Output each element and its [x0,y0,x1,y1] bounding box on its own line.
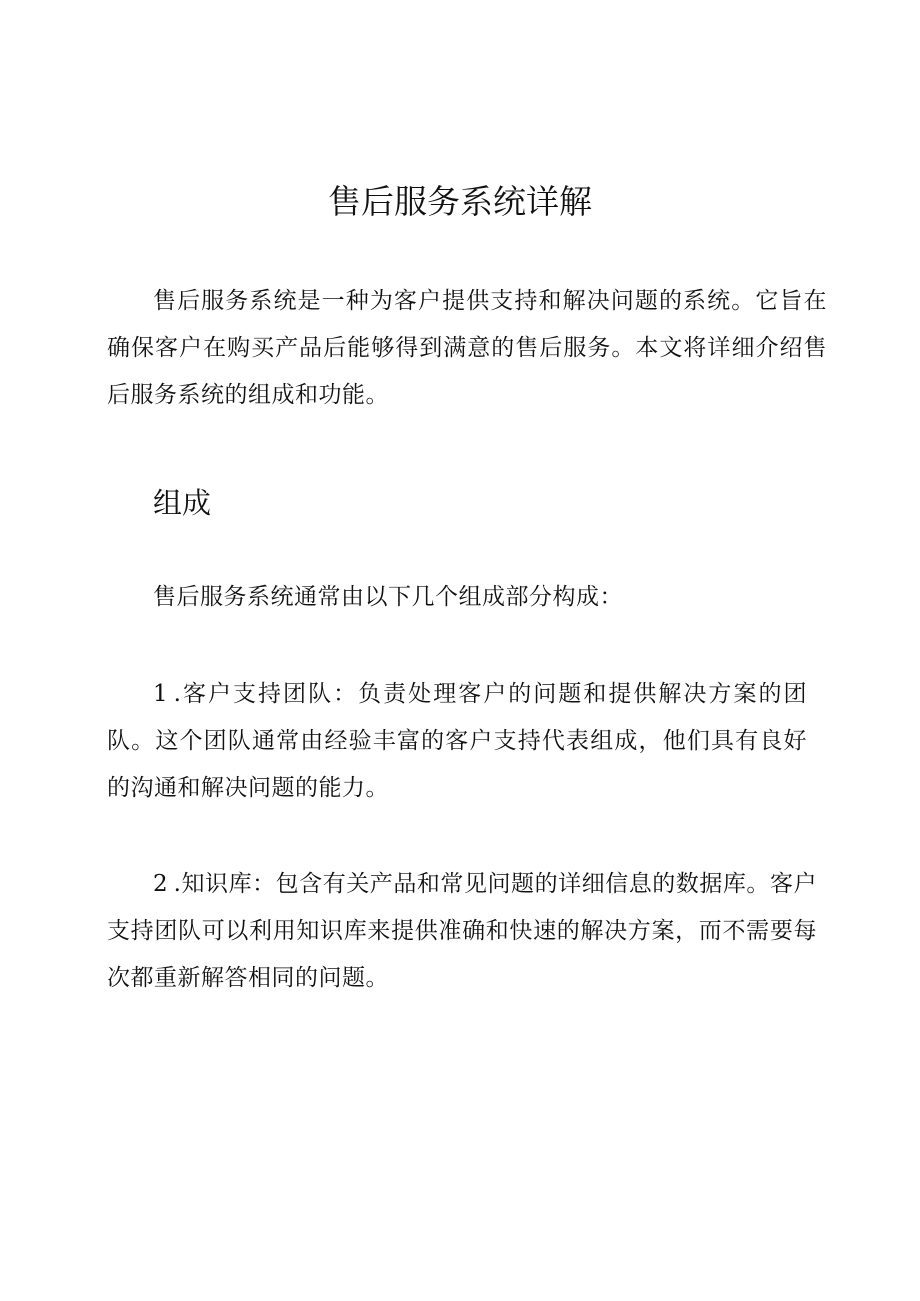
list-item [107,671,807,812]
list-item-text: .客户支持团队：负责处理客户的问题和提供解决方案的团队。这个团队通常由经验丰富的客户支持代表组成，他们具有良好的沟通和解决问题的能力。 [107,681,807,801]
intro-paragraph: 售后服务系统是一种为客户提供支持和解决问题的系统。它旨在确保客户在购买产品后能够得到满意的售后服务。本文将详细介绍售后服务系统的组成和功能。 [107,288,827,408]
list-item-number: 2 [153,871,174,897]
list-item-text: .知识库：包含有关产品和常见问题的详细信息的数据库。客户支持团队可以利用知识库来提供准确和快速的解决方案，而不需要每次都重新解答相同的问题。 [107,871,817,991]
section-heading: 组成 [153,486,212,520]
section-lead-paragraph: 售后服务系统通常由以下几个组成部分构成： [153,584,623,610]
list-item-number: 1 [153,681,174,707]
page-title: 售后服务系统详解 [328,182,592,221]
list-item [107,861,817,1002]
